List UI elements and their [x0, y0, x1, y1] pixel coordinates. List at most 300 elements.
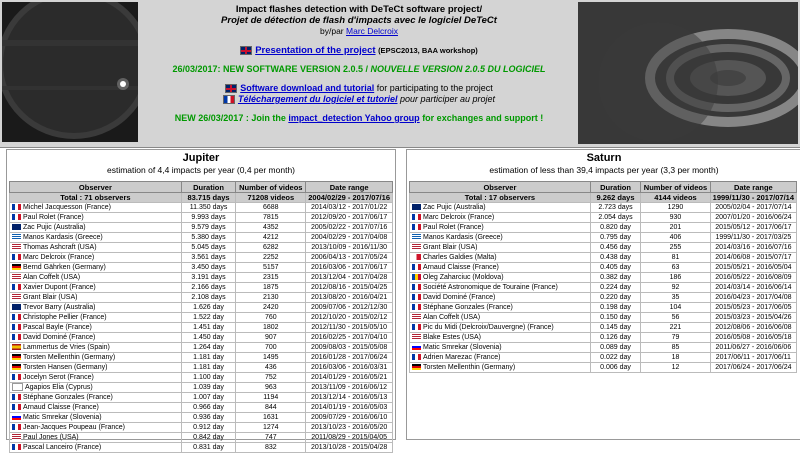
- table-row: [10, 243, 393, 253]
- duration-cell: 0.224 day: [590, 283, 640, 293]
- saturn-table: [409, 181, 797, 373]
- table-row: [10, 293, 393, 303]
- observer-cell: [10, 383, 182, 393]
- flag-icon: [12, 294, 21, 300]
- videos-cell: 2252: [236, 253, 306, 263]
- flag-icon: [12, 404, 21, 410]
- videos-cell: 18: [641, 353, 710, 363]
- download-link-fr[interactable]: Téléchargement du logiciel et tutoriel: [237, 94, 398, 104]
- table-row: [410, 313, 797, 323]
- date-range-cell: 2009/08/03 - 2015/05/08: [306, 343, 393, 353]
- col-observer: Observer: [10, 182, 182, 193]
- jupiter-photo: [2, 2, 138, 142]
- date-range-cell: 2012/08/16 - 2015/04/25: [306, 283, 393, 293]
- observer-name: Marc Delcroix (France): [23, 254, 95, 261]
- col-videos: Number of videos: [236, 182, 306, 193]
- flag-icon: [12, 354, 21, 360]
- byline-prefix: by/par: [320, 26, 344, 36]
- date-range-cell: 1999/11/30 - 2017/03/25: [710, 233, 796, 243]
- flag-icon: [412, 324, 421, 330]
- table-row: [410, 343, 797, 353]
- saturn-panel: [406, 149, 800, 440]
- date-range-cell: 2016/05/22 - 2016/08/09: [710, 273, 796, 283]
- flag-icon: [12, 244, 21, 250]
- observer-name: Stéphane Gonzales (France): [423, 304, 513, 311]
- videos-cell: 56: [641, 313, 710, 323]
- observer-cell: [410, 363, 591, 373]
- observer-name: Marc Delcroix (France): [423, 214, 495, 221]
- flag-icon: [12, 254, 21, 260]
- observer-name: Matic Smrekar (Slovenia): [23, 414, 102, 421]
- saturn-header-row: [410, 182, 797, 193]
- videos-cell: 844: [236, 403, 306, 413]
- observer-name: Lammertus de Vries (Spain): [23, 344, 110, 351]
- table-row: [410, 203, 797, 213]
- join-prefix: NEW 26/03/2017 : Join the: [174, 113, 289, 123]
- videos-cell: 221: [641, 323, 710, 333]
- duration-cell: 0.405 day: [590, 263, 640, 273]
- table-row: [410, 333, 797, 343]
- title-french: Projet de détection de flash d'impacts avec le logiciel DeTeCt: [221, 15, 497, 26]
- videos-cell: 832: [236, 443, 306, 453]
- date-range-cell: 2013/10/09 - 2016/11/30: [306, 243, 393, 253]
- table-row: [10, 423, 393, 433]
- observer-name: Jocelyn Serot (France): [23, 374, 94, 381]
- duration-cell: 0.150 day: [590, 313, 640, 323]
- videos-cell: 1802: [236, 323, 306, 333]
- observer-cell: [10, 243, 182, 253]
- videos-cell: 930: [641, 213, 710, 223]
- header-center: [142, 0, 576, 147]
- observer-cell: [410, 283, 591, 293]
- date-range-cell: 2013/12/14 - 2016/05/13: [306, 393, 393, 403]
- observer-name: Blake Estes (USA): [423, 334, 481, 341]
- table-row: [10, 343, 393, 353]
- date-range-cell: 2009/07/06 - 2012/12/30: [306, 303, 393, 313]
- flag-icon: [412, 344, 421, 350]
- flag-icon: [412, 284, 421, 290]
- jupiter-table: [9, 181, 393, 453]
- observer-cell: [410, 233, 591, 243]
- observer-name: Alan Coffelt (USA): [23, 274, 81, 281]
- table-row: [410, 243, 797, 253]
- observer-name: Thomas Ashcraft (USA): [23, 244, 97, 251]
- new-version-en: 26/03/2017: NEW SOFTWARE VERSION 2.0.5 /: [172, 64, 371, 74]
- observer-cell: [10, 323, 182, 333]
- observer-name: Adrien Marezac (France): [423, 354, 501, 361]
- videos-cell: 4212: [236, 233, 306, 243]
- table-row: [10, 403, 393, 413]
- videos-cell: 35: [641, 293, 710, 303]
- observer-name: Torsten Mellenthin (Germany): [423, 364, 516, 371]
- saturn-rows: [410, 203, 797, 373]
- date-range-cell: 2006/04/13 - 2017/05/24: [306, 253, 393, 263]
- observer-cell: [10, 413, 182, 423]
- videos-cell: 104: [641, 303, 710, 313]
- date-range-cell: 2015/03/23 - 2015/04/26: [710, 313, 796, 323]
- observer-cell: [410, 343, 591, 353]
- flag-icon: [12, 204, 21, 210]
- flag-icon: [12, 274, 21, 280]
- observer-cell: [10, 263, 182, 273]
- date-range-cell: 2007/01/20 - 2016/06/24: [710, 213, 796, 223]
- total-observers: Total : 17 observers: [410, 193, 591, 203]
- duration-cell: 0.382 day: [590, 273, 640, 283]
- flag-icon: [412, 294, 421, 300]
- date-range-cell: 2012/11/30 - 2015/05/10: [306, 323, 393, 333]
- observer-cell: [10, 343, 182, 353]
- table-row: [10, 323, 393, 333]
- videos-cell: 907: [236, 333, 306, 343]
- col-date-range: Date range: [710, 182, 796, 193]
- videos-cell: 963: [236, 383, 306, 393]
- col-videos: Number of videos: [641, 182, 710, 193]
- observer-cell: [10, 203, 182, 213]
- presentation-note: (EPSC2013, BAA workshop): [378, 46, 478, 55]
- date-range-cell: 2015/05/23 - 2017/06/05: [710, 303, 796, 313]
- table-row: [410, 363, 797, 373]
- duration-cell: 2.108 days: [181, 293, 236, 303]
- table-row: [410, 253, 797, 263]
- col-observer: Observer: [410, 182, 591, 193]
- observer-name: Christophe Pellier (France): [23, 314, 107, 321]
- table-row: [10, 383, 393, 393]
- total-observers: Total : 71 observers: [10, 193, 182, 203]
- videos-cell: 6282: [236, 243, 306, 253]
- observer-name: Charles Galdies (Malta): [423, 254, 497, 261]
- observer-name: Société Astronomique de Touraine (France): [423, 284, 558, 291]
- jupiter-panel: [6, 149, 396, 451]
- observer-name: Zac Pujic (Australia): [423, 204, 486, 211]
- observer-name: Manos Kardasis (Greece): [23, 234, 103, 241]
- date-range-cell: 2014/03/14 - 2016/06/14: [710, 283, 796, 293]
- observer-cell: [410, 203, 591, 213]
- duration-cell: 0.936 day: [181, 413, 236, 423]
- duration-cell: 0.126 day: [590, 333, 640, 343]
- duration-cell: 2.166 days: [181, 283, 236, 293]
- flag-icon: [12, 334, 21, 340]
- duration-cell: 0.220 day: [590, 293, 640, 303]
- flag-icon: [412, 334, 421, 340]
- duration-cell: 1.522 day: [181, 313, 236, 323]
- flag-icon: [412, 304, 421, 310]
- flag-icon: [12, 394, 21, 400]
- duration-cell: 0.198 day: [590, 303, 640, 313]
- date-range-cell: 2004/02/29 - 2017/04/08: [306, 233, 393, 243]
- table-row: [10, 213, 393, 223]
- observer-name: Matic Smrekar (Slovenia): [423, 344, 502, 351]
- videos-cell: 5157: [236, 263, 306, 273]
- observer-cell: [10, 293, 182, 303]
- flag-icon: [412, 274, 421, 280]
- duration-cell: 3.191 days: [181, 273, 236, 283]
- new-version-fr: NOUVELLE VERSION 2.0.5 DU LOGICIEL: [370, 64, 546, 74]
- new-version-line: [142, 64, 576, 75]
- flag-icon: [12, 383, 23, 391]
- observer-name: Grant Blair (USA): [23, 294, 78, 301]
- date-range-cell: 2013/08/20 - 2016/04/21: [306, 293, 393, 303]
- table-row: [10, 353, 393, 363]
- observer-cell: [10, 273, 182, 283]
- videos-cell: 1875: [236, 283, 306, 293]
- observer-name: David Dominé (France): [23, 334, 96, 341]
- videos-cell: 81: [641, 253, 710, 263]
- duration-cell: 1.181 day: [181, 363, 236, 373]
- table-row: [10, 203, 393, 213]
- total-videos: 71208 videos: [236, 193, 306, 203]
- duration-cell: 2.054 days: [590, 213, 640, 223]
- table-row: [10, 283, 393, 293]
- flag-icon: [12, 284, 21, 290]
- saturn-photo-art: [578, 2, 798, 144]
- observer-cell: [10, 223, 182, 233]
- date-range-cell: 2015/05/21 - 2016/05/04: [710, 263, 796, 273]
- table-row: [10, 413, 393, 423]
- videos-cell: 1194: [236, 393, 306, 403]
- observer-cell: [10, 233, 182, 243]
- duration-cell: 0.006 day: [590, 363, 640, 373]
- download-line: [142, 83, 576, 94]
- observer-cell: [10, 363, 182, 373]
- col-duration: Duration: [590, 182, 640, 193]
- observer-cell: [10, 213, 182, 223]
- total-duration: 83.715 days: [181, 193, 236, 203]
- presentation-link[interactable]: Presentation of the project: [255, 45, 376, 56]
- download-line-fr: [142, 94, 576, 105]
- table-row: [10, 233, 393, 243]
- observer-name: Michel Jacquesson (France): [23, 204, 111, 211]
- presentation-line: [142, 45, 576, 56]
- duration-cell: 0.820 day: [590, 223, 640, 233]
- observer-cell: [10, 313, 182, 323]
- table-row: [410, 283, 797, 293]
- observer-name: Agapios Elia (Cyprus): [25, 384, 93, 391]
- videos-cell: 2315: [236, 273, 306, 283]
- videos-cell: 63: [641, 263, 710, 273]
- date-range-cell: 2012/09/20 - 2017/06/17: [306, 213, 393, 223]
- observer-cell: [10, 403, 182, 413]
- observer-name: Zac Pujic (Australia): [23, 224, 86, 231]
- observer-name: Alan Coffelt (USA): [423, 314, 481, 321]
- jupiter-photo-art: [2, 2, 138, 142]
- duration-cell: 3.561 days: [181, 253, 236, 263]
- table-row: [410, 223, 797, 233]
- videos-cell: 1274: [236, 423, 306, 433]
- jupiter-title: Jupiter: [182, 152, 220, 164]
- observer-cell: [10, 353, 182, 363]
- flag-icon: [12, 444, 21, 450]
- duration-cell: 9.993 days: [181, 213, 236, 223]
- table-row: [10, 253, 393, 263]
- date-range-cell: 2011/06/27 - 2016/06/06: [710, 343, 796, 353]
- saturn-subtitle: estimation of less than 39,4 impacts per year (3,3 per month): [489, 165, 719, 175]
- videos-cell: 752: [236, 373, 306, 383]
- date-range-cell: 2009/07/29 - 2016/06/10: [306, 413, 393, 423]
- observer-cell: [410, 323, 591, 333]
- duration-cell: 0.912 day: [181, 423, 236, 433]
- observer-name: David Dominé (France): [423, 294, 496, 301]
- flag-icon: [412, 264, 421, 270]
- observer-name: Pascal Bayle (France): [23, 324, 92, 331]
- observer-cell: [10, 283, 182, 293]
- yahoo-group-link[interactable]: impact_detection Yahoo group: [288, 113, 420, 123]
- date-range-cell: 2012/10/20 - 2015/02/12: [306, 313, 393, 323]
- videos-cell: 1290: [641, 203, 710, 213]
- date-range-cell: 2014/03/16 - 2016/07/16: [710, 243, 796, 253]
- saturn-total-row: [410, 193, 797, 203]
- col-date-range: Date range: [306, 182, 393, 193]
- author-link[interactable]: Marc Delcroix: [346, 26, 398, 36]
- duration-cell: 5.380 days: [181, 233, 236, 243]
- duration-cell: 0.966 day: [181, 403, 236, 413]
- videos-cell: 4352: [236, 223, 306, 233]
- videos-cell: 6688: [236, 203, 306, 213]
- table-row: [410, 303, 797, 313]
- videos-cell: 700: [236, 343, 306, 353]
- flag-icon: [412, 244, 421, 250]
- jupiter-header-row: [10, 182, 393, 193]
- table-row: [10, 393, 393, 403]
- table-row: [410, 263, 797, 273]
- flag-icon: [12, 304, 21, 310]
- observer-cell: [410, 223, 591, 233]
- observer-name: Arnaud Claisse (France): [423, 264, 499, 271]
- date-range-cell: 2014/01/19 - 2016/05/03: [306, 403, 393, 413]
- table-row: [410, 273, 797, 283]
- table-row: [410, 293, 797, 303]
- flag-icon: [12, 344, 21, 350]
- flag-icon: [12, 434, 21, 440]
- total-range: 1999/11/30 - 2017/07/14: [710, 193, 796, 203]
- download-link[interactable]: Software download and tutorial: [240, 83, 375, 93]
- videos-cell: 436: [236, 363, 306, 373]
- date-range-cell: 2005/02/22 - 2017/07/16: [306, 223, 393, 233]
- flag-icon: [12, 324, 21, 330]
- duration-cell: 0.831 day: [181, 443, 236, 453]
- date-range-cell: 2017/06/24 - 2017/06/24: [710, 363, 796, 373]
- videos-cell: 1495: [236, 353, 306, 363]
- observer-cell: [410, 333, 591, 343]
- videos-cell: 2420: [236, 303, 306, 313]
- videos-cell: 2130: [236, 293, 306, 303]
- uk-flag-icon: [240, 46, 252, 55]
- videos-cell: 79: [641, 333, 710, 343]
- table-row: [410, 233, 797, 243]
- observer-cell: [10, 393, 182, 403]
- videos-cell: 1631: [236, 413, 306, 423]
- videos-cell: 186: [641, 273, 710, 283]
- observer-cell: [410, 263, 591, 273]
- observer-cell: [410, 213, 591, 223]
- observer-cell: [10, 423, 182, 433]
- flag-icon: [412, 354, 421, 360]
- jupiter-total-row: [10, 193, 393, 203]
- date-range-cell: 2016/03/06 - 2016/03/31: [306, 363, 393, 373]
- table-row: [10, 333, 393, 343]
- observer-name: Grant Blair (USA): [423, 244, 478, 251]
- date-range-cell: 2014/03/12 - 2017/01/22: [306, 203, 393, 213]
- total-range: 2004/02/29 - 2017/07/16: [306, 193, 393, 203]
- date-range-cell: 2011/08/29 - 2015/04/05: [306, 433, 393, 443]
- flag-icon: [412, 224, 421, 230]
- duration-cell: 1.451 day: [181, 323, 236, 333]
- observer-cell: [410, 273, 591, 283]
- col-duration: Duration: [181, 182, 236, 193]
- flag-icon: [12, 214, 21, 220]
- date-range-cell: 2013/10/23 - 2016/05/20: [306, 423, 393, 433]
- observer-name: Torsten Mellenthin (Germany): [23, 354, 116, 361]
- title-english: Impact flashes detection with DeTeCt software project/: [235, 4, 483, 15]
- table-row: [10, 313, 393, 323]
- duration-cell: 1.100 day: [181, 373, 236, 383]
- videos-cell: 201: [641, 223, 710, 233]
- download-suffix: for participating to the project: [374, 83, 493, 93]
- flag-icon: [12, 234, 21, 240]
- duration-cell: 0.145 day: [590, 323, 640, 333]
- date-range-cell: 2014/01/29 - 2016/05/21: [306, 373, 393, 383]
- observer-name: Torsten Hansen (Germany): [23, 364, 108, 371]
- table-row: [410, 353, 797, 363]
- duration-cell: 9.579 days: [181, 223, 236, 233]
- videos-cell: 7815: [236, 213, 306, 223]
- flag-icon: [12, 224, 21, 230]
- date-range-cell: 2016/05/08 - 2016/05/18: [710, 333, 796, 343]
- duration-cell: 1.007 day: [181, 393, 236, 403]
- date-range-cell: 2016/02/25 - 2017/04/10: [306, 333, 393, 343]
- observer-name: Jean-Jacques Poupeau (France): [23, 424, 125, 431]
- videos-cell: 760: [236, 313, 306, 323]
- flag-icon: [412, 204, 421, 210]
- flag-icon: [412, 254, 421, 260]
- flag-icon: [12, 374, 21, 380]
- observer-name: Paul Jones (USA): [23, 434, 79, 441]
- date-range-cell: 2013/10/28 - 2015/04/28: [306, 443, 393, 453]
- observer-name: Pascal Lanceiro (France): [23, 444, 102, 451]
- saturn-title: Saturn: [586, 152, 622, 164]
- observer-name: Stéphane Gonzales (France): [23, 394, 113, 401]
- observer-cell: [410, 353, 591, 363]
- table-row: [10, 273, 393, 283]
- duration-cell: 0.842 day: [181, 433, 236, 443]
- duration-cell: 1.626 day: [181, 303, 236, 313]
- videos-cell: 12: [641, 363, 710, 373]
- flag-icon: [412, 234, 421, 240]
- flag-icon: [412, 364, 421, 370]
- observer-cell: [10, 373, 182, 383]
- videos-cell: 85: [641, 343, 710, 353]
- table-row: [410, 323, 797, 333]
- observer-name: Pic du Midi (Delcroix/Dauvergne) (France): [423, 324, 554, 331]
- date-range-cell: 2012/08/06 - 2016/06/08: [710, 323, 796, 333]
- flag-icon: [12, 314, 21, 320]
- observer-name: Manos Kardasis (Greece): [423, 234, 503, 241]
- duration-cell: 1.039 day: [181, 383, 236, 393]
- date-range-cell: 2014/06/08 - 2015/07/17: [710, 253, 796, 263]
- observer-name: Arnaud Claisse (France): [23, 404, 99, 411]
- table-row: [10, 303, 393, 313]
- duration-cell: 11.350 days: [181, 203, 236, 213]
- uk-flag-icon: [225, 84, 237, 93]
- observer-name: Paul Rolet (France): [423, 224, 484, 231]
- duration-cell: 1.181 day: [181, 353, 236, 363]
- observer-name: Xavier Dupont (France): [23, 284, 96, 291]
- header-banner: [0, 0, 800, 148]
- date-range-cell: 2016/01/28 - 2017/06/24: [306, 353, 393, 363]
- date-range-cell: 2005/02/04 - 2017/07/14: [710, 203, 796, 213]
- table-row: [410, 213, 797, 223]
- join-suffix: for exchanges and support !: [419, 113, 544, 123]
- date-range-cell: 2016/03/06 - 2017/06/17: [306, 263, 393, 273]
